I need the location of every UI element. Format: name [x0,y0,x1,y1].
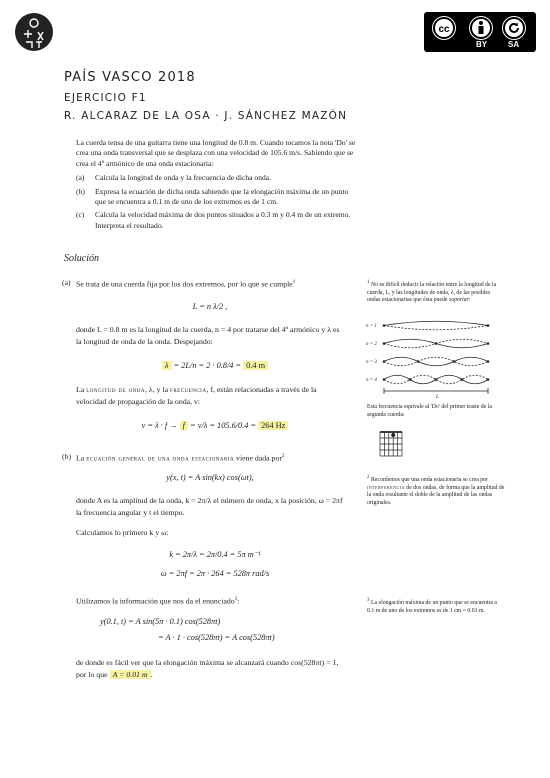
part-a-text: donde L = 0.8 m es la longitud de la cuerda, n = 4 por tratarse del 4º armónico y λ es la longitud de onda de la onda. Despejando: [76,325,340,346]
harmonic-label: n = 4 [366,378,377,383]
authors: R. ALCARAZ DE LA OSA · J. SÁNCHEZ MAZÓN [64,110,348,122]
part-b-conclusion: de donde es fácil ver que la elongación máxima se alcanzará cuando cos(528πt) = 1, por lo que A = 0.01 m . [76,658,339,679]
footnote-1-continued: Esta frecuencia equivale al 'Do' del primer traste de la segunda cuerda: [367,404,492,418]
problem-statement [76,138,360,234]
svg-text:cc: cc [438,24,450,35]
equation-standing-wave: y(x, t) = A sin(kx) cos(ωt), [166,473,254,482]
length-label: L [436,395,439,400]
footnote-3: $^3$ La elongación máxima de un punto que se encuentra a 0.1 m de uno de los extremos es de 1 cm = 0.01 m. [367,598,497,614]
part-b-text: donde A es la amplitud de la onda, k = 2π/λ el número de onda, x la posición, ω = 2πf la frecuencia angular y t el tiempo. [76,496,343,517]
solution-heading: Solución [64,253,99,264]
problem-item: (a) Calcula la longitud de onda y la frecuencia de dicha onda. [76,173,272,183]
part-b-text-3: Utilizamos la información que nos da el enunciado$^3$: [76,596,240,606]
footnote-2: $^2$ Recordemos que una onda estacionaria se crea por interferencia de dos ondas, de forma que la amplitud de la onda resultante el doble de la amplitud de las ondas originales. [367,475,505,506]
equation-harmonic: L = n λ/2 , [192,302,228,311]
part-a-text-2: La longitud de onda, λ, y la frecuencia, f, están relacionadas a través de la velocidad de propagación de la onda, v: [76,385,317,406]
license-badge [424,12,536,52]
equation-frequency: v = λ · f → f = v/λ = 105.6/0.4 = 264 Hz [95,421,335,430]
part-b-label: (b) [62,452,72,461]
harmonics-diagram [366,318,502,402]
attribution-icon [469,16,493,40]
share-alike-icon [502,16,526,40]
equation-elongation-1: y(0.1, t) = A sin(5π · 0.1) cos(528πt) [100,617,221,626]
equation-wavenumber: k = 2π/λ = 2π/0.4 = 5π m⁻¹ [169,550,261,559]
harmonic-label: n = 2 [366,342,377,347]
license-sa: SA [508,40,520,49]
problem-item: (b) Expresa la ecuación de dicha onda sabiendo que la elongación máxima de un punto que se encuentra a 0.1 m de uno de los extremos es de 1 cm. [76,186,349,207]
part-b-intro: La ecuación general de una onda estacionaria viene dada por$^2$ [76,453,285,463]
equation-elongation-2: = A · 1 · cos(528πt) = A cos(528πt) [158,633,275,642]
guitar-chord-diagram [378,430,404,458]
page-title: PAÍS VASCO 2018 [64,70,196,85]
amplitude-result: A = 0.01 m [110,670,151,679]
footnote-1: $^1$ No es difícil deducir la relación entre la longitud de la cuerda, L, y las longitudes de onda, λ, de las posibles ondas estacionarias que ésta puede soportar: [367,280,497,304]
harmonic-label: n = 3 [366,360,377,365]
equation-angular-frequency: ω = 2πf = 2π · 264 = 528π rad/s [160,569,270,578]
university-logo [14,12,54,52]
problem-intro: La cuerda tensa de una guitarra tiene una longitud de 0.8 m. Cuando tocamos la nota 'Do' se crea una onda transversal que se desplaza con una velocidad de 105.6 m/s. Sabiendo que se crea el 4º armónico de una onda estacionaria: [76,138,356,168]
part-a-label: (a) [62,278,71,287]
part-b-text-2: Calculamos lo primero k y ω: [76,528,169,537]
frequency-result: 264 Hz [258,421,288,430]
part-a-intro: Se trata de una cuerda fija por los dos extremos, por lo que se cumple$^1$ [76,279,296,289]
exercise-label: EJERCICIO F1 [64,92,147,104]
equation-wavelength: λ = 2L/n = 2 · 0.8/4 = 0.4 m [120,361,310,370]
harmonic-label: n = 1 [366,324,377,329]
wavelength-result: 0.4 m [243,361,268,370]
problem-item: (c) Calcula la velocidad máxima de dos puntos situados a 0.3 m y 0.4 m de un extremo. Interpreta el resultado. [76,210,351,230]
cc-icon [432,16,456,40]
license-by: BY [476,40,488,49]
